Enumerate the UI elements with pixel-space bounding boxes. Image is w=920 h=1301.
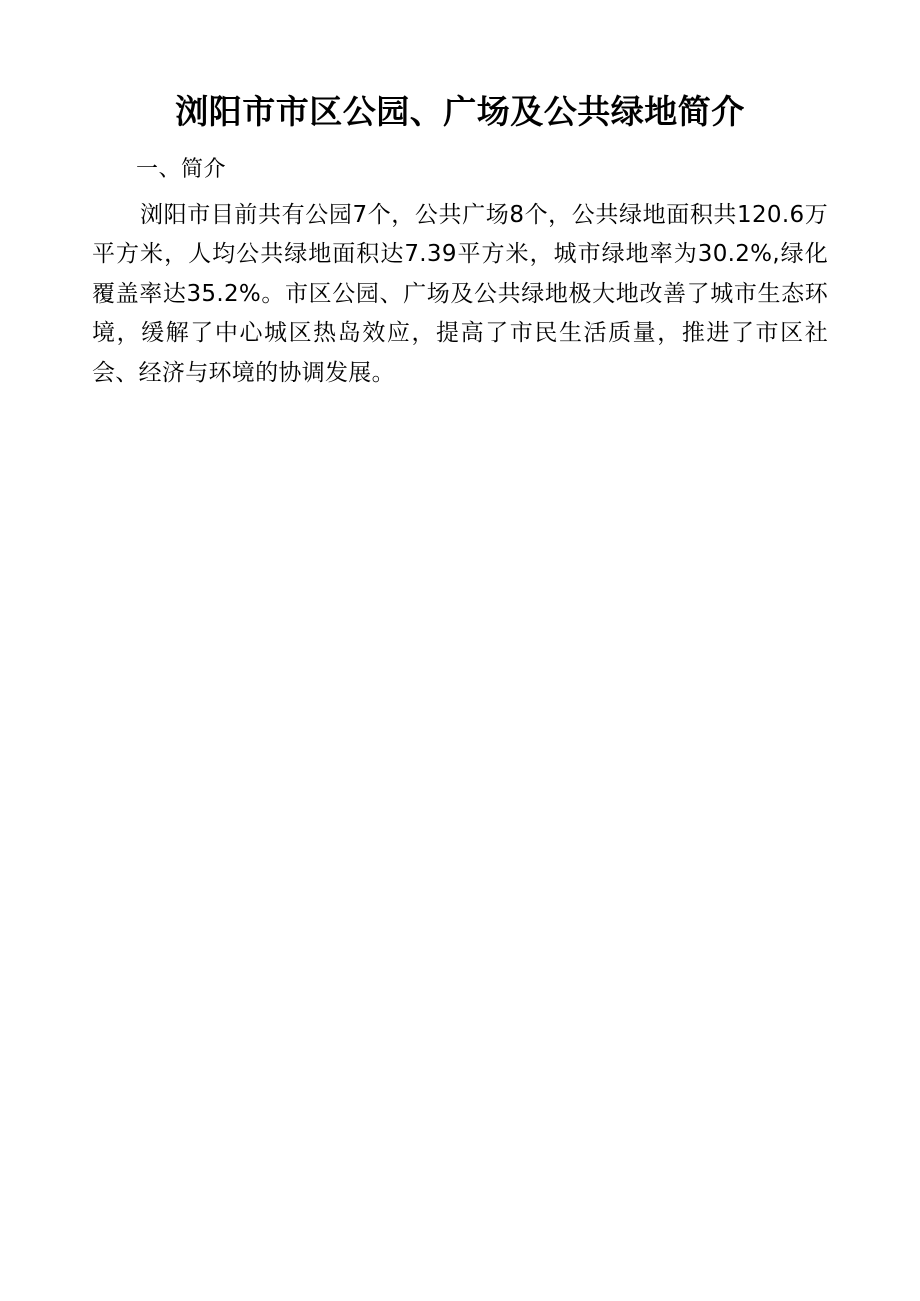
introduction-paragraph: 浏阳市目前共有公园7个，公共广场8个，公共绿地面积共120.6万平方米，人均公共绿地面积达7.39平方米，城市绿地率为30.2%,绿化覆盖率达35.2%。市区公园、广场及公共绿地极大地改善了城市生态环境，缓解了中心城区热岛效应，提高了市民生活质量，推进了市区社会、经济与环境的协调发展。 xyxy=(92,201,828,386)
page-title: 浏阳市市区公园、广场及公共绿地简介 xyxy=(175,92,745,131)
section-heading-introduction: 一、简介 xyxy=(136,156,227,182)
